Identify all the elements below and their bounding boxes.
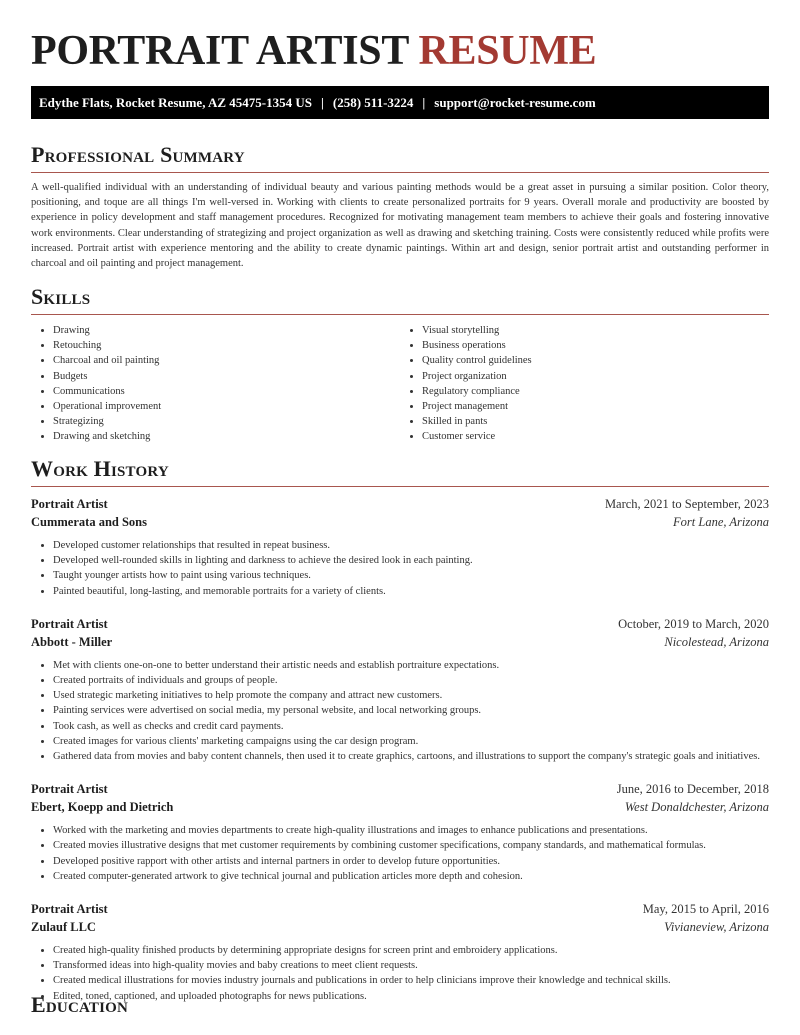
job-bullet: • Worked with the marketing and movies departments to create high-quality illustrations and images to enhance publications and presentations. [53, 823, 769, 838]
job-entry [31, 780, 769, 884]
job-bullet: • Created computer-generated artwork to give technical journal and publication articles more depth and cohesion. [53, 869, 769, 884]
skill-item: • Budgets [53, 369, 400, 384]
contact-email[interactable]: support@rocket-resume.com [434, 94, 596, 110]
skills-heading: Skills [31, 284, 91, 310]
job-entry [31, 495, 769, 599]
job-bullet: • Developed well-rounded skills in lighting and darkness to achieve the desired look in each painting. [53, 553, 769, 568]
contact-address: Edythe Flats, Rocket Resume, AZ 45475-1354 US [39, 94, 312, 110]
job-bullet: • Created portraits of individuals and groups of people. [53, 673, 769, 688]
contact-phone: (258) 511-3224 [332, 94, 414, 110]
job-entry [31, 615, 769, 764]
job-location: West Donaldchester, Arizona [624, 800, 769, 815]
job-bullets [31, 538, 769, 599]
job-bullet: • Gathered data from movies and baby content channels, then used it to create graphics, cartoons, and illustrations to support the company's strategic goals and initiatives. [53, 749, 769, 764]
job-location: Fort Lane, Arizona [673, 514, 769, 529]
job-company: Cummerata and Sons [31, 514, 147, 529]
job-bullet: • Created medical illustrations for movies industry journals and publications in order to help clinicians improve their knowledge and technical skills. [53, 973, 769, 988]
job-location: Nicolestead, Arizona [664, 634, 769, 649]
resume-page [31, 0, 769, 1017]
job-bullet: • Transformed ideas into high-quality movies and baby creations to meet client requests. [53, 958, 769, 973]
job-title: Portrait Artist [31, 782, 108, 797]
skill-item: • Project organization [422, 369, 769, 384]
job-bullets [31, 823, 769, 884]
skill-item: • Operational improvement [53, 399, 400, 414]
job-dates: May, 2015 to April, 2016 [642, 902, 769, 917]
summary-section [31, 142, 769, 271]
skill-item: • Communications [53, 384, 400, 399]
summary-text: A well-qualified individual with an understanding of individual beauty and various painting methods would be a great asset in pursuing a similar position. Color theory, positioning, and toque are all things I'm well-versed in. Working with clients to create personalized portraits for 9 years. Overall morale and productivity are boosted by experience in policy development and staff management procedures. Recognized for motivating management team members to achieve their goals and fostering innovative work environments. Clear understanding of strategizing and project organization as well as drawing and sketching training. Costs were consistently reduced while profits were increased. Portrait artist with experience mentoring and the ability to create dynamic paintings. Within art and design, senior portrait artist and outstanding performer in charcoal and oil painting and project management. [31, 182, 769, 270]
work-history-section [31, 456, 769, 1004]
job-dates: March, 2021 to September, 2023 [604, 496, 769, 511]
education-heading: Education [31, 992, 129, 1017]
resume-title [31, 28, 769, 74]
skill-item: • Charcoal and oil painting [53, 353, 400, 368]
skill-item: • Regulatory compliance [422, 384, 769, 399]
skill-item: • Skilled in pants [422, 414, 769, 429]
job-bullet: • Created images for various clients' marketing campaigns using the car design program. [53, 734, 769, 749]
skills-section [31, 284, 769, 444]
title-main: PORTRAIT ARTIST [31, 28, 409, 74]
job-dates: June, 2016 to December, 2018 [616, 782, 769, 797]
skills-list-right [400, 323, 769, 444]
job-title: Portrait Artist [31, 496, 108, 511]
summary-heading: Professional Summary [31, 142, 245, 167]
job-company: Abbott - Miller [31, 634, 113, 649]
section-divider [31, 314, 769, 315]
job-bullets [31, 658, 769, 764]
job-bullet: • Taught younger artists how to paint using various techniques. [53, 568, 769, 583]
job-dates: October, 2019 to March, 2020 [618, 616, 769, 631]
skill-item: • Business operations [422, 338, 769, 353]
job-bullet: • Painted beautiful, long-lasting, and memorable portraits for a variety of clients. [53, 584, 769, 599]
skill-item: • Drawing [53, 323, 400, 338]
job-company: Zulauf LLC [31, 920, 96, 935]
section-divider [31, 486, 769, 487]
job-bullet: • Developed customer relationships that resulted in repeat business. [53, 538, 769, 553]
skill-item: • Drawing and sketching [53, 429, 400, 444]
contact-separator: | [422, 94, 426, 110]
skill-item: • Quality control guidelines [422, 353, 769, 368]
skills-columns [31, 323, 769, 444]
job-bullet: • Created high-quality finished products by determining appropriate designs for screen print and embroidery applications. [53, 943, 769, 958]
job-title: Portrait Artist [31, 902, 108, 917]
skill-item: • Retouching [53, 338, 400, 353]
job-entry [31, 900, 769, 1004]
title-accent: RESUME [418, 28, 597, 74]
job-bullet: • Took cash, as well as checks and credit card payments. [53, 719, 769, 734]
contact-separator: | [321, 94, 324, 110]
job-title: Portrait Artist [31, 616, 108, 631]
work-history-heading: Work History [31, 455, 169, 481]
job-bullet: • Edited, toned, captioned, and uploaded photographs for news publications. [53, 989, 769, 1004]
skill-item: • Customer service [422, 429, 769, 444]
contact-bar [31, 86, 769, 119]
skill-item: • Visual storytelling [422, 323, 769, 338]
job-company: Ebert, Koepp and Dietrich [31, 800, 174, 815]
job-bullet: • Developed positive rapport with other artists and internal partners in order to develop future opportunities. [53, 854, 769, 869]
job-location: Vivianeview, Arizona [664, 920, 769, 935]
job-bullet: • Used strategic marketing initiatives to help promote the company and attract new customers. [53, 688, 769, 703]
section-divider [31, 172, 769, 173]
skill-item: • Strategizing [53, 414, 400, 429]
job-bullet: • Created movies illustrative designs that met customer requirements by combining customer specifications, company standards, and mathematical formulas. [53, 838, 769, 853]
skill-item: • Project management [422, 399, 769, 414]
skills-list-left [31, 323, 400, 444]
job-bullet: • Met with clients one-on-one to better understand their artistic needs and establish portraiture expectations. [53, 658, 769, 673]
job-bullet: • Painting services were advertised on social media, my personal website, and local networking groups. [53, 703, 769, 718]
job-bullets [31, 943, 769, 1004]
